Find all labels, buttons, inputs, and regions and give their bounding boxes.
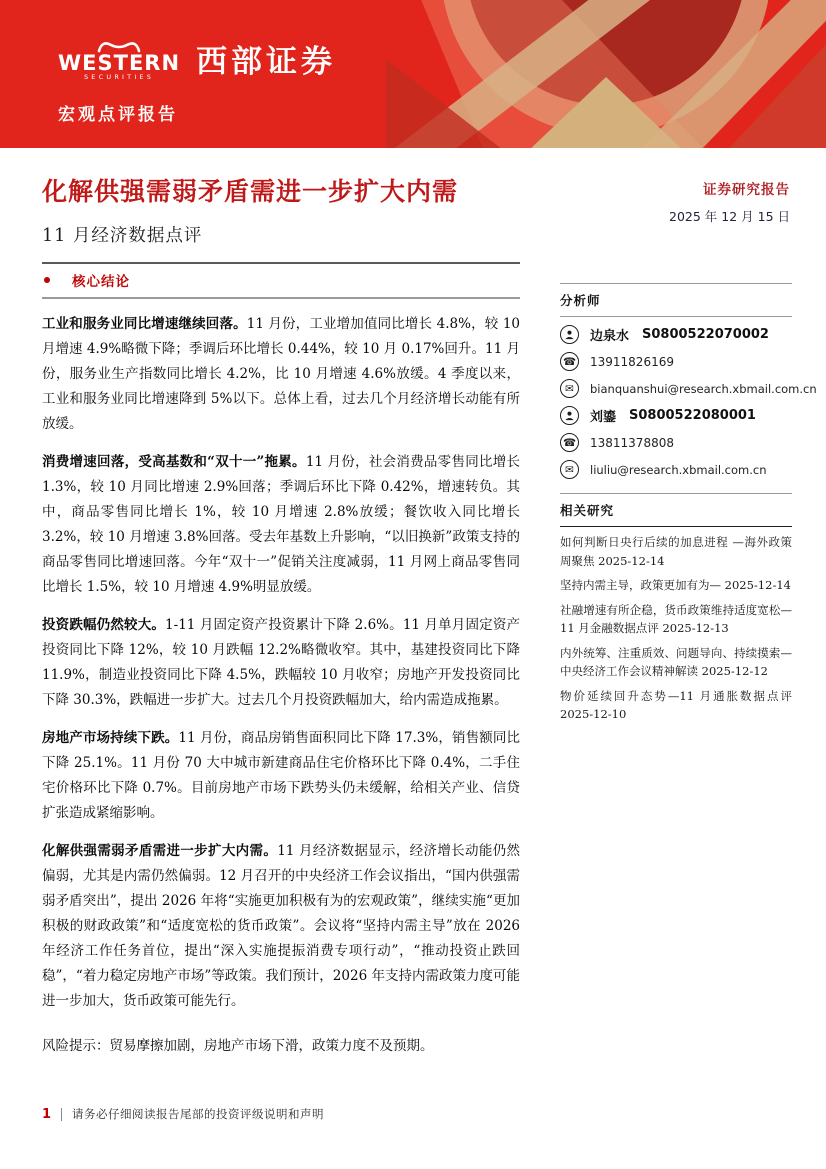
paragraph-consumption	[42, 450, 520, 600]
related-title-underline	[560, 526, 792, 527]
paragraph-lead: 投资跌幅仍然较大。	[42, 617, 166, 633]
risk-note: 风险提示：贸易摩擦加剧，房地产市场下滑，政策力度不及预期。	[42, 1038, 434, 1054]
company-logo	[58, 36, 336, 81]
divider-under-section	[42, 297, 520, 299]
related-research-item: 如何判断日央行后续的加息进程 —海外政策周聚焦 2025-12-14	[560, 535, 792, 568]
analyst-cert-number: S0800522080001	[629, 408, 756, 423]
footer-disclaimer: 请务必仔细阅读报告尾部的投资评级说明和声明	[72, 1107, 325, 1121]
analyst-email: bianquanshui@research.xbmail.com.cn	[590, 381, 817, 396]
analyst-name: 刘鎏	[590, 410, 617, 425]
report-title: 化解供强需弱矛盾需进一步扩大内需	[42, 177, 459, 206]
report-category-label: 证券研究报告	[703, 182, 790, 198]
report-subtitle: 11 月经济数据点评	[42, 226, 203, 246]
related-research-item: 物价延续回升态势—11 月通胀数据点评 2025-12-10	[560, 688, 792, 721]
phone-icon: ☎	[560, 433, 579, 452]
paragraph-lead: 消费增速回落，受高基数和“双十一”拖累。	[42, 454, 306, 470]
logo-chinese-text: 西部证券	[196, 44, 337, 80]
logo-securities-text: SECURITIES	[83, 72, 155, 81]
related-section-title: 相关研究	[560, 503, 615, 518]
paragraph-body: 1-11 月固定资产投资累计下降 2.6%。11 月单月固定资产投资同比下降 12%，较 10 月跌幅 12.2%略微收窄。其中，基建投资同比下降 11.9%，制造业投资同比下降 4.5%，跌幅较 10 月收窄；房地产开发投资同比下降 30.3%，跌幅进一步扩大。过去几个月投资跌幅加大，给内需造成拖累。	[42, 617, 520, 708]
analysts-section-title: 分析师	[560, 293, 601, 308]
related-research-list	[560, 533, 792, 724]
paragraph-body: 11 月份，社会消费品零售同比增长 1.3%，较 10 月同比增速 2.9%回落；季调后环比下降 0.42%，增速转负。其中，商品零售同比增长 1%，较 10 月增速 2.8%放缓；餐饮收入同比增长 3.2%，较 10 月增速 3.8%回落。受去年基数上升影响，“以旧换新”政策支持的商品零售同比增速回落。今年“双十一”促销关注度减弱，11 月网上商品零售同比增长 1.5%，较 10 月增速 4.9%明显放缓。	[42, 454, 520, 595]
phone-icon: ☎	[560, 352, 579, 371]
paragraph-lead: 工业和服务业同比增速继续回落。	[42, 316, 247, 332]
header-banner	[0, 0, 826, 148]
paragraph-body: 11 月经济数据显示，经济增长动能仍然偏弱，尤其是内需仍然偏弱。12 月召开的中央经济工作会议指出，“国内供强需弱矛盾突出”，提出 2026 年将“实施更加积极有为的宏观政策”，继续实施“更加积极的财政政策”和“适度宽松的货币政策”。会议将“坚持内需主导”放在 2026 年经济工作任务首位，提出“深入实施提振消费专项行动”，“推动投资止跌回稳”，“着力稳定房地产市场”等政策。我们预计，2026 年支持内需政策力度可能进一步加大，货币政策可能先行。	[42, 843, 520, 1009]
paragraph-policy	[42, 839, 520, 1014]
analyst-email: liuliu@research.xbmail.com.cn	[590, 462, 767, 477]
main-content	[42, 262, 520, 1059]
analyst-phone-row	[560, 433, 792, 452]
section-title: 核心结论	[72, 274, 130, 290]
related-research-item: 内外统筹、注重质效、问题导向、持续摸索—中央经济工作会议精神解读 2025-12-12	[560, 645, 792, 678]
paragraph-investment	[42, 613, 520, 713]
analyst-phone: 13911826169	[590, 354, 674, 369]
analyst-name-row	[560, 406, 792, 425]
section-header	[42, 264, 520, 297]
report-meta	[669, 178, 790, 225]
report-date: 2025 年 12 月 15 日	[669, 209, 790, 224]
analyst-phone-row	[560, 352, 792, 371]
banner-decoration	[386, 0, 826, 148]
sidebar-divider	[560, 316, 792, 317]
person-icon	[560, 325, 579, 344]
related-research-item: 社融增速有所企稳，货币政策维持适度宽松—11 月金融数据点评 2025-12-13	[560, 602, 792, 635]
analyst-phone: 13811378808	[590, 435, 674, 450]
analyst-name: 边泉水	[590, 329, 630, 344]
paragraph-industry	[42, 312, 520, 437]
paragraph-lead: 化解供强需弱矛盾需进一步扩大内需。	[42, 843, 278, 859]
analyst-name-row	[560, 325, 792, 344]
analyst-email-row	[560, 379, 817, 398]
footer-separator	[61, 1108, 62, 1121]
logo-wordmark	[58, 37, 180, 81]
related-research-item: 坚持内需主导，政策更加有为— 2025-12-14	[560, 578, 791, 592]
paragraph-body: 11 月份，商品房销售面积同比下降 17.3%，销售额同比下降 25.1%。11 月份 70 大中城市新建商品住宅价格环比下降 0.4%，二手住宅价格环比下降 0.7%。目前房地产市场下跌势头仍未缓解，给相关产业、信贷扩张造成紧缩影响。	[42, 730, 520, 821]
logo-english-text: WESTERN	[58, 50, 181, 75]
paragraph-realestate	[42, 726, 520, 826]
page-number: 1	[42, 1106, 52, 1122]
bullet-icon	[44, 277, 50, 283]
person-icon	[560, 406, 579, 425]
email-icon: ✉	[560, 460, 579, 479]
page-footer	[42, 1106, 324, 1122]
email-icon: ✉	[560, 379, 579, 398]
paragraph-body: 11 月份，工业增加值同比增长 4.8%，较 10 月增速 4.9%略微下降；季调后环比增长 0.44%，较 10 月 0.17%回升。11 月份，服务业生产指数同比增长 4.2%，比 10 月增速 4.6%放缓。4 季度以来，工业和服务业同比增速降到 5%以下。总体上看，过去几个月经济增长动能有所放缓。	[42, 316, 521, 432]
report-type-label: 宏观点评报告	[58, 105, 178, 125]
paragraph-lead: 房地产市场持续下跌。	[42, 730, 179, 746]
analyst-email-row	[560, 460, 792, 479]
sidebar	[560, 283, 817, 730]
analyst-cert-number: S0800522070002	[642, 327, 769, 342]
